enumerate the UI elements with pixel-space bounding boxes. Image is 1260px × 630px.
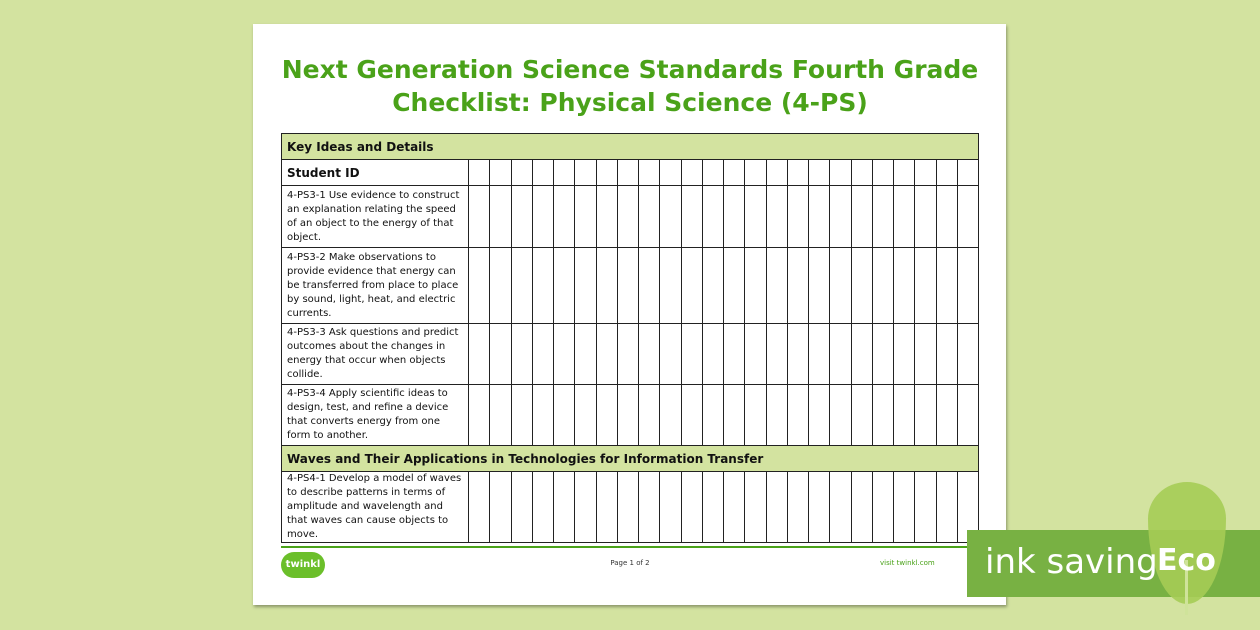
check-cell[interactable] bbox=[617, 472, 638, 543]
check-cell[interactable] bbox=[490, 160, 511, 186]
check-cell[interactable] bbox=[915, 186, 936, 248]
check-cell[interactable] bbox=[511, 248, 532, 324]
check-cell[interactable] bbox=[830, 472, 851, 543]
check-cell[interactable] bbox=[745, 324, 766, 385]
check-cell[interactable] bbox=[936, 160, 957, 186]
check-cell[interactable] bbox=[787, 186, 808, 248]
check-cell[interactable] bbox=[511, 472, 532, 543]
standard-row bbox=[282, 186, 979, 248]
check-cell[interactable] bbox=[872, 385, 893, 446]
check-cell[interactable] bbox=[490, 248, 511, 324]
check-cell[interactable] bbox=[872, 186, 893, 248]
check-cell[interactable] bbox=[872, 472, 893, 543]
check-cell[interactable] bbox=[490, 324, 511, 385]
check-cell[interactable] bbox=[745, 160, 766, 186]
check-cell[interactable] bbox=[681, 472, 702, 543]
check-cell[interactable] bbox=[936, 472, 957, 543]
check-cell[interactable] bbox=[957, 160, 978, 186]
check-cell[interactable] bbox=[766, 160, 787, 186]
check-cell[interactable] bbox=[532, 472, 553, 543]
check-cell[interactable] bbox=[894, 385, 915, 446]
section-heading: Waves and Their Applications in Technologies for Information Transfer bbox=[282, 446, 979, 472]
check-cell[interactable] bbox=[787, 160, 808, 186]
check-cell[interactable] bbox=[554, 472, 575, 543]
check-cell[interactable] bbox=[681, 186, 702, 248]
check-cell[interactable] bbox=[639, 472, 660, 543]
ink-saving-label: ink saving bbox=[985, 542, 1158, 582]
check-cell[interactable] bbox=[851, 385, 872, 446]
section-heading: Key Ideas and Details bbox=[282, 134, 979, 160]
student-id-row bbox=[282, 160, 979, 186]
check-cell[interactable] bbox=[617, 186, 638, 248]
check-cell[interactable] bbox=[724, 472, 745, 543]
check-cell[interactable] bbox=[724, 385, 745, 446]
check-cell[interactable] bbox=[490, 186, 511, 248]
check-cell[interactable] bbox=[575, 248, 596, 324]
check-cell[interactable] bbox=[469, 248, 490, 324]
check-cell[interactable] bbox=[490, 385, 511, 446]
check-cell[interactable] bbox=[639, 324, 660, 385]
check-cell[interactable] bbox=[766, 248, 787, 324]
check-cell[interactable] bbox=[469, 186, 490, 248]
check-cell[interactable] bbox=[809, 472, 830, 543]
check-cell[interactable] bbox=[617, 248, 638, 324]
check-cell[interactable] bbox=[724, 248, 745, 324]
check-cell[interactable] bbox=[851, 248, 872, 324]
check-cell[interactable] bbox=[490, 472, 511, 543]
check-cell[interactable] bbox=[830, 248, 851, 324]
standard-text: 4-PS4-1 Develop a model of waves to describe patterns in terms of amplitude and wavelength and that waves can cause objects to move. bbox=[282, 472, 469, 543]
page-number: Page 1 of 2 bbox=[610, 559, 650, 567]
check-cell[interactable] bbox=[957, 186, 978, 248]
check-cell[interactable] bbox=[957, 248, 978, 324]
check-cell[interactable] bbox=[830, 324, 851, 385]
section-header-row bbox=[282, 446, 979, 472]
check-cell[interactable] bbox=[957, 385, 978, 446]
check-cell[interactable] bbox=[617, 160, 638, 186]
standard-row bbox=[282, 248, 979, 324]
check-cell[interactable] bbox=[702, 248, 723, 324]
twinkl-logo[interactable]: twinkl bbox=[281, 552, 325, 578]
check-cell[interactable] bbox=[596, 324, 617, 385]
standard-text: 4-PS3-4 Apply scientific ideas to design, test, and refine a device that converts energy from one form to another. bbox=[282, 385, 469, 446]
check-cell[interactable] bbox=[660, 248, 681, 324]
check-cell[interactable] bbox=[532, 324, 553, 385]
visit-link[interactable]: visit twinkl.com bbox=[880, 559, 935, 567]
check-cell[interactable] bbox=[681, 385, 702, 446]
check-cell[interactable] bbox=[660, 160, 681, 186]
check-cell[interactable] bbox=[809, 385, 830, 446]
check-cell[interactable] bbox=[511, 324, 532, 385]
standard-row bbox=[282, 472, 979, 543]
check-cell[interactable] bbox=[745, 186, 766, 248]
check-cell[interactable] bbox=[936, 324, 957, 385]
check-cell[interactable] bbox=[936, 248, 957, 324]
page-title: Next Generation Science Standards Fourth Grade Checklist: Physical Science (4-PS) bbox=[281, 55, 979, 117]
check-cell[interactable] bbox=[575, 186, 596, 248]
check-cell[interactable] bbox=[554, 324, 575, 385]
footer-divider bbox=[281, 546, 979, 548]
check-cell[interactable] bbox=[681, 324, 702, 385]
check-cell[interactable] bbox=[894, 186, 915, 248]
check-cell[interactable] bbox=[702, 385, 723, 446]
check-cell[interactable] bbox=[639, 385, 660, 446]
check-cell[interactable] bbox=[532, 385, 553, 446]
check-cell[interactable] bbox=[639, 160, 660, 186]
check-cell[interactable] bbox=[724, 186, 745, 248]
check-cell[interactable] bbox=[575, 385, 596, 446]
check-cell[interactable] bbox=[596, 385, 617, 446]
standard-text: 4-PS3-1 Use evidence to construct an explanation relating the speed of an object to the energy of that object. bbox=[282, 186, 469, 248]
check-cell[interactable] bbox=[532, 248, 553, 324]
check-cell[interactable] bbox=[575, 472, 596, 543]
check-cell[interactable] bbox=[596, 472, 617, 543]
check-cell[interactable] bbox=[851, 324, 872, 385]
check-cell[interactable] bbox=[787, 472, 808, 543]
check-cell[interactable] bbox=[936, 186, 957, 248]
check-cell[interactable] bbox=[702, 472, 723, 543]
section-header-row bbox=[282, 134, 979, 160]
check-cell[interactable] bbox=[511, 385, 532, 446]
check-cell[interactable] bbox=[469, 472, 490, 543]
check-cell[interactable] bbox=[809, 186, 830, 248]
check-cell[interactable] bbox=[809, 248, 830, 324]
check-cell[interactable] bbox=[617, 385, 638, 446]
check-cell[interactable] bbox=[957, 324, 978, 385]
check-cell[interactable] bbox=[724, 160, 745, 186]
check-cell[interactable] bbox=[660, 186, 681, 248]
check-cell[interactable] bbox=[872, 324, 893, 385]
check-cell[interactable] bbox=[511, 186, 532, 248]
checklist-table bbox=[281, 133, 979, 543]
check-cell[interactable] bbox=[639, 248, 660, 324]
check-cell[interactable] bbox=[745, 472, 766, 543]
standard-text: 4-PS3-3 Ask questions and predict outcomes about the changes in energy that occur when objects collide. bbox=[282, 324, 469, 385]
check-cell[interactable] bbox=[830, 385, 851, 446]
check-cell[interactable] bbox=[575, 324, 596, 385]
check-cell[interactable] bbox=[787, 324, 808, 385]
check-cell[interactable] bbox=[575, 160, 596, 186]
check-cell[interactable] bbox=[766, 324, 787, 385]
check-cell[interactable] bbox=[660, 472, 681, 543]
check-cell[interactable] bbox=[660, 324, 681, 385]
check-cell[interactable] bbox=[851, 472, 872, 543]
check-cell[interactable] bbox=[554, 160, 575, 186]
check-cell[interactable] bbox=[532, 160, 553, 186]
check-cell[interactable] bbox=[915, 472, 936, 543]
check-cell[interactable] bbox=[851, 186, 872, 248]
check-cell[interactable] bbox=[766, 472, 787, 543]
standard-text: 4-PS3-2 Make observations to provide evidence that energy can be transferred from place to place by sound, light, heat, and electric currents. bbox=[282, 248, 469, 324]
check-cell[interactable] bbox=[894, 472, 915, 543]
check-cell[interactable] bbox=[511, 160, 532, 186]
check-cell[interactable] bbox=[894, 248, 915, 324]
check-cell[interactable] bbox=[554, 385, 575, 446]
check-cell[interactable] bbox=[469, 160, 490, 186]
check-cell[interactable] bbox=[532, 186, 553, 248]
check-cell[interactable] bbox=[639, 186, 660, 248]
check-cell[interactable] bbox=[830, 160, 851, 186]
check-cell[interactable] bbox=[851, 160, 872, 186]
check-cell[interactable] bbox=[554, 248, 575, 324]
check-cell[interactable] bbox=[681, 248, 702, 324]
check-cell[interactable] bbox=[702, 186, 723, 248]
check-cell[interactable] bbox=[915, 324, 936, 385]
student-id-label: Student ID bbox=[282, 160, 469, 186]
check-cell[interactable] bbox=[596, 186, 617, 248]
check-cell[interactable] bbox=[872, 248, 893, 324]
eco-label: Eco bbox=[1157, 543, 1216, 578]
check-cell[interactable] bbox=[724, 324, 745, 385]
check-cell[interactable] bbox=[681, 160, 702, 186]
check-cell[interactable] bbox=[596, 160, 617, 186]
check-cell[interactable] bbox=[469, 385, 490, 446]
standard-row bbox=[282, 324, 979, 385]
check-cell[interactable] bbox=[702, 324, 723, 385]
check-cell[interactable] bbox=[617, 324, 638, 385]
check-cell[interactable] bbox=[469, 324, 490, 385]
check-cell[interactable] bbox=[702, 160, 723, 186]
check-cell[interactable] bbox=[766, 186, 787, 248]
check-cell[interactable] bbox=[745, 248, 766, 324]
check-cell[interactable] bbox=[830, 186, 851, 248]
check-cell[interactable] bbox=[894, 160, 915, 186]
check-cell[interactable] bbox=[766, 385, 787, 446]
check-cell[interactable] bbox=[596, 248, 617, 324]
check-cell[interactable] bbox=[936, 385, 957, 446]
check-cell[interactable] bbox=[787, 385, 808, 446]
check-cell[interactable] bbox=[554, 186, 575, 248]
check-cell[interactable] bbox=[872, 160, 893, 186]
check-cell[interactable] bbox=[809, 324, 830, 385]
check-cell[interactable] bbox=[894, 324, 915, 385]
check-cell[interactable] bbox=[915, 248, 936, 324]
check-cell[interactable] bbox=[809, 160, 830, 186]
check-cell[interactable] bbox=[660, 385, 681, 446]
check-cell[interactable] bbox=[915, 385, 936, 446]
check-cell[interactable] bbox=[787, 248, 808, 324]
standard-row bbox=[282, 385, 979, 446]
check-cell[interactable] bbox=[915, 160, 936, 186]
check-cell[interactable] bbox=[745, 385, 766, 446]
